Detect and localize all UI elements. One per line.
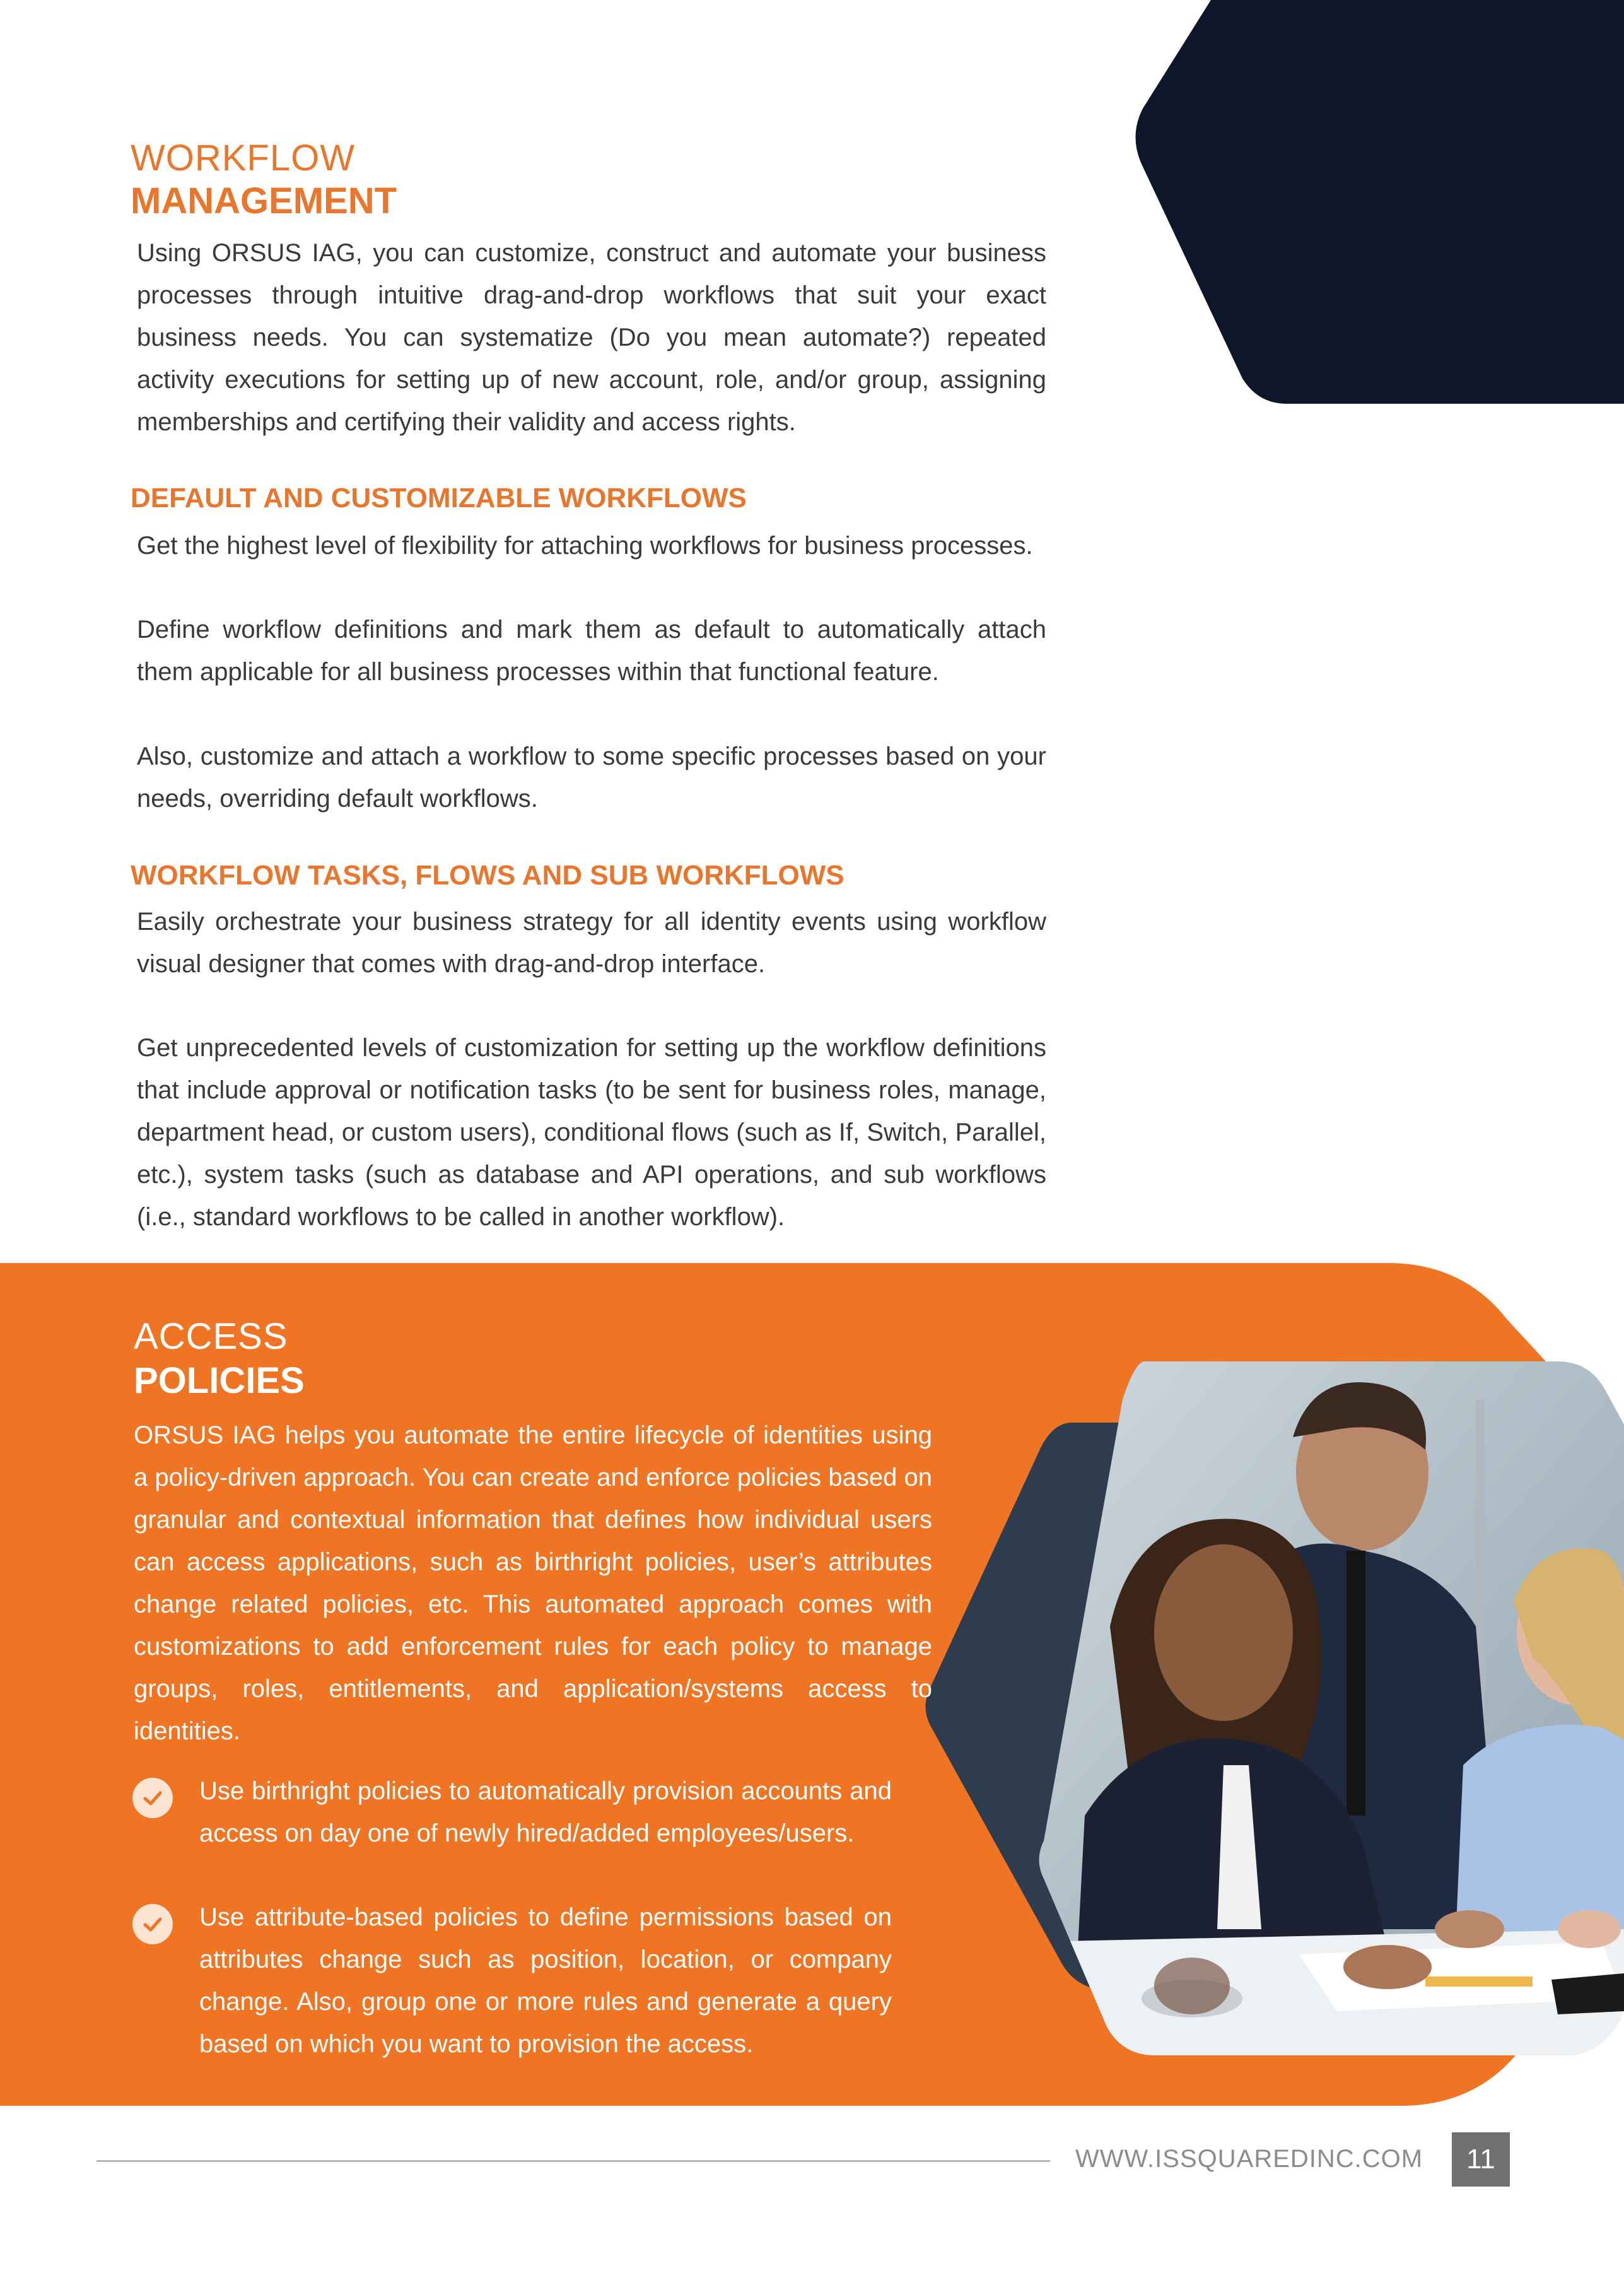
check-icon bbox=[132, 1904, 173, 1944]
office-team-photo bbox=[1034, 1361, 1624, 2055]
access-intro: ORSUS IAG helps you automate the entire lifecycle of identities using a policy-driven approach. You can create and enforce policies based on granular and contextual information that defines how individual users can access applications, such as birthright policies, user’s attributes change related policies, etc. This automated approach comes with customizations to add enforcement rules for each policy to manage groups, roles, entitlements, and application/systems access to identities. bbox=[134, 1421, 932, 1745]
paragraph: Get the highest level of flexibility for attaching workflows for business processes. bbox=[137, 532, 1033, 560]
section-title-bold: POLICIES bbox=[134, 1360, 305, 1401]
footer-website: WWW.ISSQUAREDINC.COM bbox=[1075, 2145, 1423, 2173]
check-icon bbox=[132, 1778, 173, 1818]
paragraph: Get unprecedented levels of customization for setting up the workflow definitions that include approval or notification tasks (to be sent for business roles, manage, department head, or custom users), conditional flows (such as If, Switch, Parallel, etc.), system tasks (such as database and API operations, and sub workflows (i.e., standard workflows to be called in another workflow). bbox=[137, 1034, 1046, 1231]
page-number: 11 bbox=[1466, 2144, 1495, 2175]
bullet-text: Use birthright policies to automatically provision accounts and access on day one of newly hired/added employees/users. bbox=[199, 1777, 892, 1847]
page-number-badge bbox=[1452, 2132, 1510, 2187]
paragraph: Easily orchestrate your business strategy for all identity events using workflow visual designer that comes with drag-and-drop interface. bbox=[137, 908, 1046, 978]
navy-hexagon-decoration bbox=[1129, 0, 1624, 404]
section-title-light: WORKFLOW bbox=[131, 138, 355, 179]
workflow-intro: Using ORSUS IAG, you can customize, construct and automate your business processes through intuitive drag-and-drop workflows that suit your exact business needs. You can systematize (Do you mean automate?) repeated activity executions for setting up of new account, role, and/or group, assigning memberships and certifying their validity and access rights. bbox=[137, 239, 1046, 436]
subheading-workflow-tasks: WORKFLOW TASKS, FLOWS AND SUB WORKFLOWS bbox=[131, 860, 844, 891]
footer-rule bbox=[96, 2160, 1050, 2162]
paragraph: Define workflow definitions and mark them as default to automatically attach them applicable for all business processes within that functional feature. bbox=[137, 616, 1046, 686]
section-title-bold: MANAGEMENT bbox=[131, 180, 397, 221]
bullet-text: Use attribute-based policies to define permissions based on attributes change such as position, location, or company change. Also, group one or more rules and generate a query based on which you want to provision the access. bbox=[199, 1903, 892, 2058]
paragraph: Also, customize and attach a workflow to some specific processes based on your needs, overriding default workflows. bbox=[137, 743, 1046, 813]
section-title-light: ACCESS bbox=[134, 1316, 288, 1357]
subheading-default-workflows: DEFAULT AND CUSTOMIZABLE WORKFLOWS bbox=[131, 483, 747, 514]
